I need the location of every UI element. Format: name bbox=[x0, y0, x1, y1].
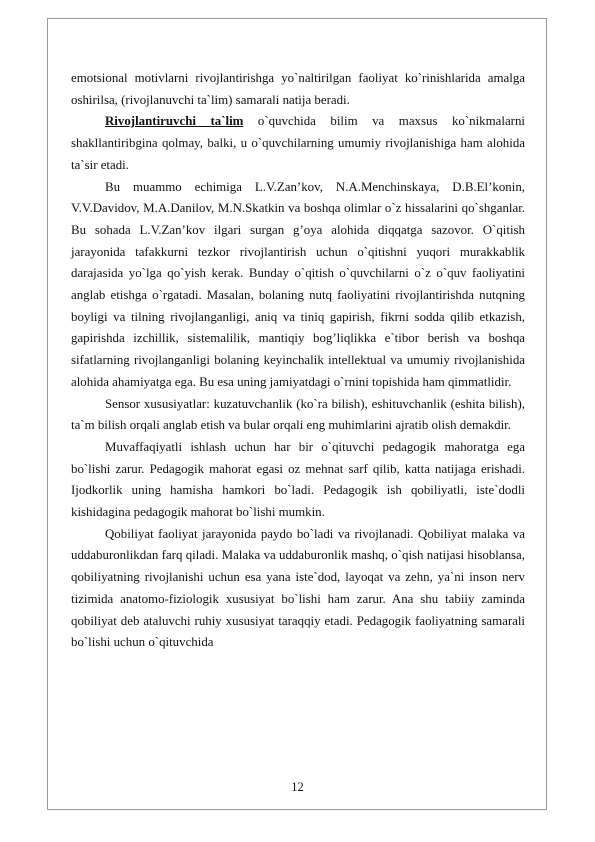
paragraph-2 bbox=[71, 111, 525, 176]
paragraph-3: Bu muammo echimiga L.V.Zan’kov, N.A.Menchinskaya, D.B.El’konin, V.V.Davidov, M.A.Danilov, M.N.Skatkin va boshqa olimlar o`z hissalarini qo`shganlar. Bu sohada L.V.Zan’kov ilgari surgan g’oya alohida diqqatga sazovor. O`qitish jarayonida tafakkurni tezkor rivojlantirish uchun o`qitishni yuqori murakkablik darajasida yo`lga qo`yish kerak. Bunday o`qitish o`quvchilarni o`z o`quv faoliyatini anglab etishga o`rgatadi. Masalan, bolaning nutq faoliyatini rivojlantirishda nutqning boyligi va tilning rivojlanganligi, aniq va tiniq gapirish, fikrni sodda qilib etkazish, gapirishda izchillik, sistemalilik, mantiqiy bog’liqlikka e`tibor berish va boshqa sifatlarning rivojlanganligi bolaning keyinchalik intellektual va umumiy rivojlanishida alohida ahamiyatga ega. Bu esa uning jamiyatdagi o`rnini topishida ham qimmatlidir. bbox=[71, 179, 525, 389]
paragraph-1: emotsional motivlarni rivojlantirishga yo`naltirilgan faoliyat ko`rinishlarida amalga oshirilsa, (rivojlanuvchi ta`lim) samarali natija beradi. bbox=[71, 71, 525, 107]
paragraph-6: Qobiliyat faoliyat jarayonida paydo bo`ladi va rivojlanadi. Qobiliyat malaka va uddaburonlikdan farq qiladi. Malaka va uddaburonlik mashq, o`qish natijasi hisoblansa, qobiliyatning rivojlanishi uchun esa yana iste`dod, layoqat va zehn, ya`ni inson nerv tizimida anatomo-fiziologik xususiyat bo`lishi ham zarur. Ana shu tabiiy zaminda qobiliyat deb ataluvchi ruhiy xususiyat taraqqiy etadi. Pedagogik faoliyatning samarali bo`lishi uchun o`qituvchida bbox=[71, 526, 525, 650]
key-term: Rivojlantiruvchi ta`lim bbox=[105, 114, 244, 129]
paragraph-5: Muvaffaqiyatli ishlash uchun har bir o`qituvchi pedagogik mahoratga ega bo`lishi zarur. Pedagogik mahorat egasi oz mehnat sarf qilib, katta natijaga erishadi. Ijodkorlik uning hamisha hamkori bo`ladi. Pedagogik ish qobiliyatli, iste`dodli kishidagina pedagogik mahorat bo`lishi mumkin. bbox=[71, 439, 525, 520]
page-number: 12 bbox=[291, 780, 304, 794]
document-body bbox=[71, 68, 525, 654]
paragraph-2-text: o`quvchida bilim va maxsus ko`nikmalarni shakllantiribgina qolmay, balki, u o`quvchilarning umumiy rivojlanishiga ham alohida ta`sir etadi. bbox=[71, 114, 525, 172]
paragraph-4: Sensor xususiyatlar: kuzatuvchanlik (ko`ra bilish), eshituvchanlik (eshita bilish), ta`m bilish orqali anglab etish va bular orqali eng muhimlarini ajratib olish demakdir. bbox=[71, 396, 525, 433]
